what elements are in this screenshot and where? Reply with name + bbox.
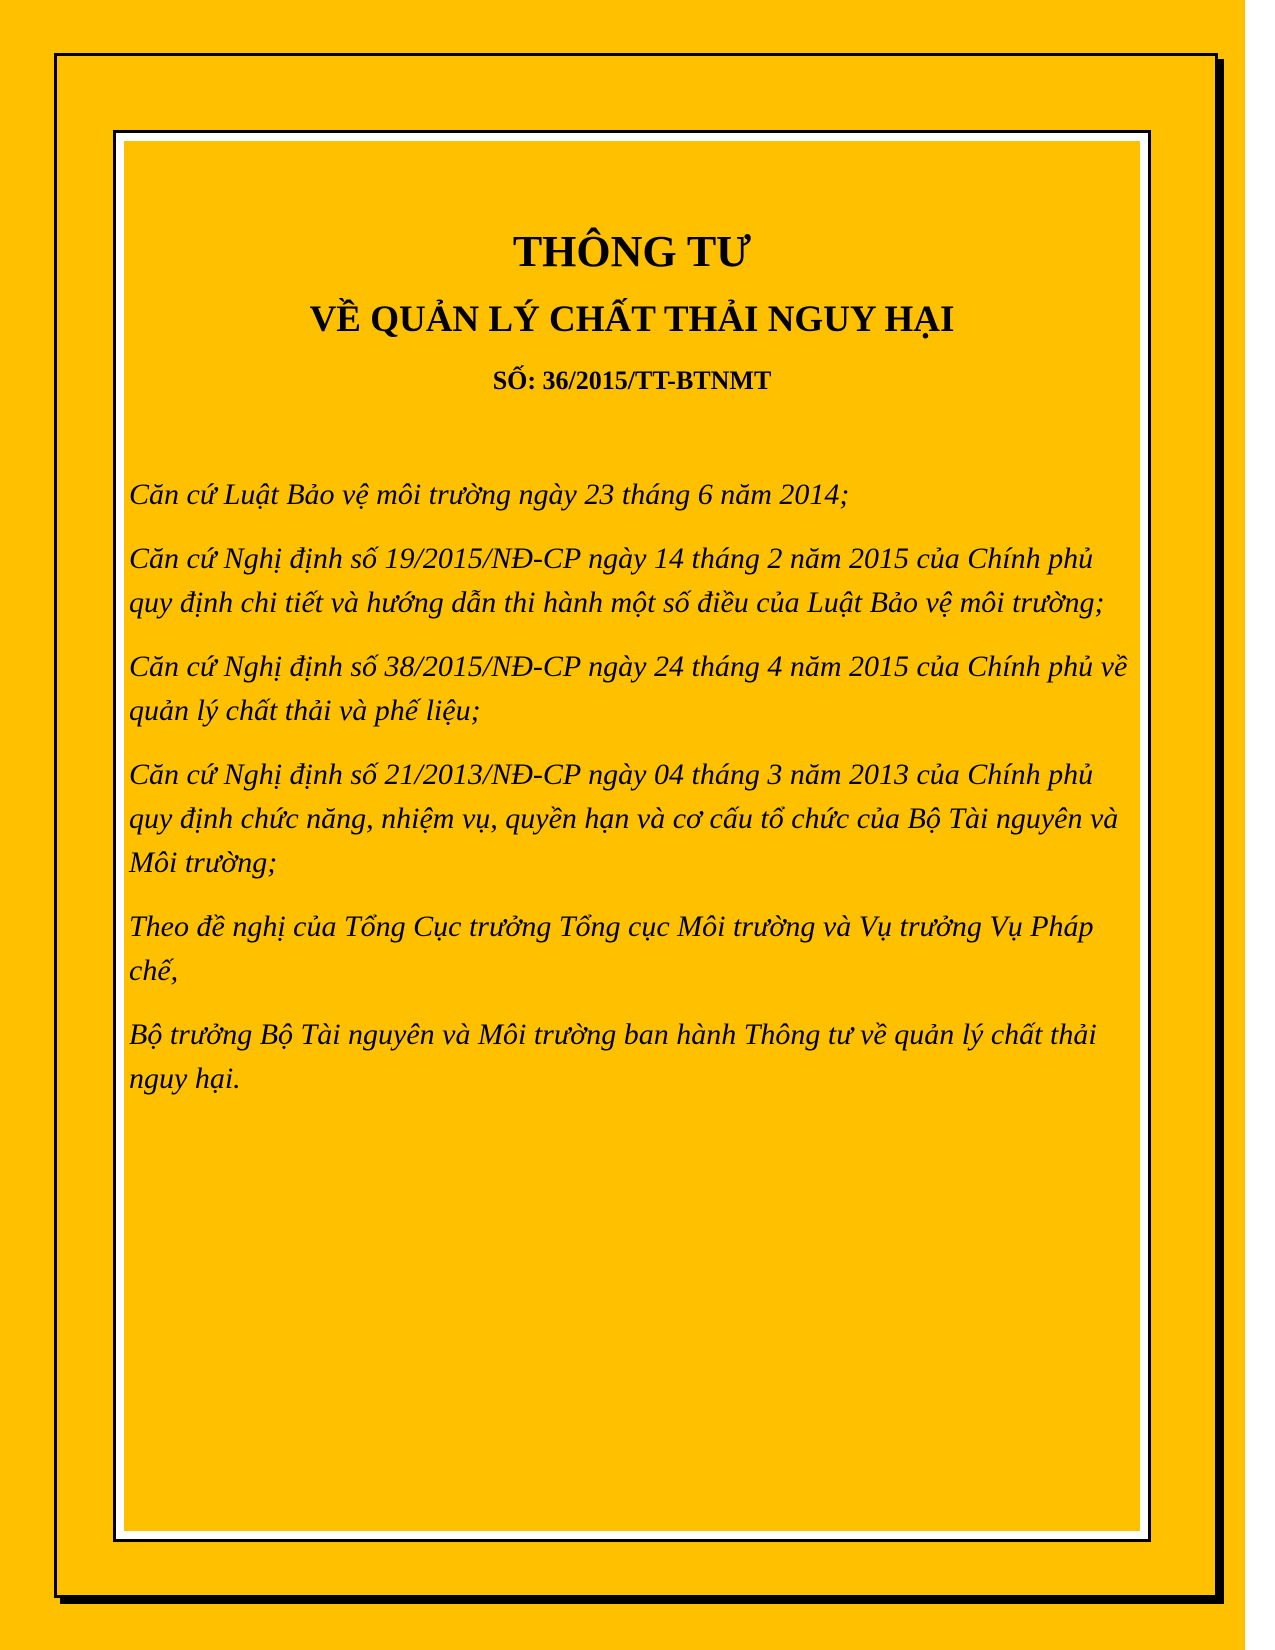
preamble-paragraph: Căn cứ Nghị định số 38/2015/NĐ-CP ngày 24 tháng 4 năm 2015 của Chính phủ về quản lý chất thải và phế liệu;: [129, 650, 1128, 727]
document-number: SỐ: 36/2015/TT-BTNMT: [492, 366, 772, 395]
inner-border-frame: [113, 130, 1151, 1542]
preamble-paragraph: Căn cứ Luật Bảo vệ môi trường ngày 23 tháng 6 năm 2014;: [129, 478, 850, 511]
preamble-paragraph: Căn cứ Nghị định số 21/2013/NĐ-CP ngày 04 tháng 3 năm 2013 của Chính phủ quy định chức năng, nhiệm vụ, quyền hạn và cơ cấu tổ chức của Bộ Tài nguyên và Môi trường;: [129, 758, 1119, 879]
preamble-paragraph: Bộ trưởng Bộ Tài nguyên và Môi trường ban hành Thông tư về quản lý chất thải nguy hại.: [129, 1018, 1097, 1095]
preamble-paragraph: Theo đề nghị của Tổng Cục trưởng Tổng cục Môi trường và Vụ trưởng Vụ Pháp chế,: [129, 910, 1094, 987]
document-content: [124, 141, 1140, 1531]
preamble: [129, 473, 1135, 1101]
preamble-paragraph: Căn cứ Nghị định số 19/2015/NĐ-CP ngày 14 tháng 2 năm 2015 của Chính phủ quy định chi tiết và hướng dẫn thi hành một số điều của Luật Bảo vệ môi trường;: [129, 542, 1105, 619]
document-subtitle: VỀ QUẢN LÝ CHẤT THẢI NGUY HẠI: [309, 299, 955, 340]
document-title: THÔNG TƯ: [512, 227, 752, 276]
